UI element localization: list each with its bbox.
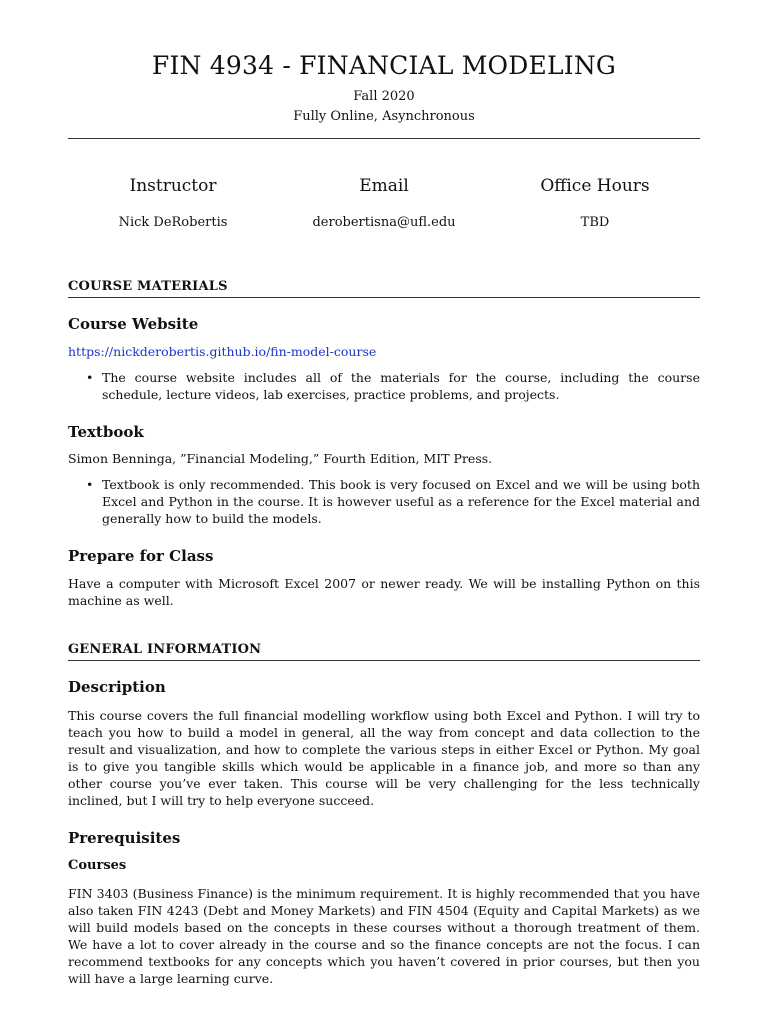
textbook-heading: Textbook <box>68 423 144 441</box>
bullet-icon: • <box>86 477 94 492</box>
textbook-bullet-text: Textbook is only recommended. This book is very focused on Excel and we will be using both Excel and Python in the course. It is however useful as a reference for the Excel material and generally how to build the models. <box>102 477 700 526</box>
bullet-icon: • <box>86 370 94 385</box>
prerequisites-heading: Prerequisites <box>68 829 181 847</box>
general-information-heading: GENERAL INFORMATION <box>68 642 262 657</box>
description-heading: Description <box>68 678 166 696</box>
course-website-link[interactable]: https://nickderobertis.github.io/fin-model-course <box>68 344 377 359</box>
textbook-text: Simon Benninga, ”Financial Modeling,” Fourth Edition, MIT Press. <box>68 451 493 466</box>
course-website-bullet-text: The course website includes all of the materials for the course, including the course schedule, lecture videos, lab exercises, practice problems, and projects. <box>102 370 700 402</box>
email-label: Email <box>359 176 409 196</box>
title-divider <box>68 138 700 139</box>
course-materials-heading: COURSE MATERIALS <box>68 279 228 294</box>
course-materials-divider <box>68 297 700 298</box>
course-website-heading: Course Website <box>68 315 199 333</box>
course-website-bullet <box>86 369 700 403</box>
office-hours-label: Office Hours <box>540 176 650 196</box>
general-information-divider <box>68 660 700 661</box>
course-title: FIN 4934 - FINANCIAL MODELING <box>151 51 617 80</box>
office-hours-column <box>490 175 700 231</box>
prepare-heading: Prepare for Class <box>68 547 214 565</box>
courses-text: FIN 3403 (Business Finance) is the minimum requirement. It is highly recommended that you have also taken FIN 4243 (Debt and Money Markets) and FIN 4504 (Equity and Capital Markets) as we will build models based on the concepts in these courses without a thorough treatment of them. We have a lot to cover already in the course and so the finance concepts are not the focus. I can recommend textbooks for any concepts which you haven’t covered in prior courses, but then you will have a large learning curve. <box>68 886 700 986</box>
textbook-bullet <box>86 476 700 527</box>
instructor-column <box>68 175 278 231</box>
email-address[interactable]: derobertisna@ufl.edu <box>312 215 456 230</box>
instructor-label: Instructor <box>129 176 217 196</box>
description-text: This course covers the full financial modelling workflow using both Excel and Python. I will try to teach you how to build a model in general, all the way from concept and data collection to the result and visualization, and how to complete the various steps in either Excel or Python. My goal is to give you tangible skills which would be applicable in a finance job, and more so than any other course you’ve ever taken. This course will be very challenging for the less technically inclined, but I will try to help everyone succeed. <box>68 708 700 808</box>
instructor-name: Nick DeRobertis <box>118 215 228 230</box>
course-mode: Fully Online, Asynchronous <box>293 109 475 124</box>
email-column <box>279 175 489 231</box>
course-term: Fall 2020 <box>353 89 415 104</box>
prepare-text: Have a computer with Microsoft Excel 2007 or newer ready. We will be installing Python on this machine as well. <box>68 576 700 608</box>
courses-heading: Courses <box>68 858 127 873</box>
office-hours-value: TBD <box>580 215 610 230</box>
